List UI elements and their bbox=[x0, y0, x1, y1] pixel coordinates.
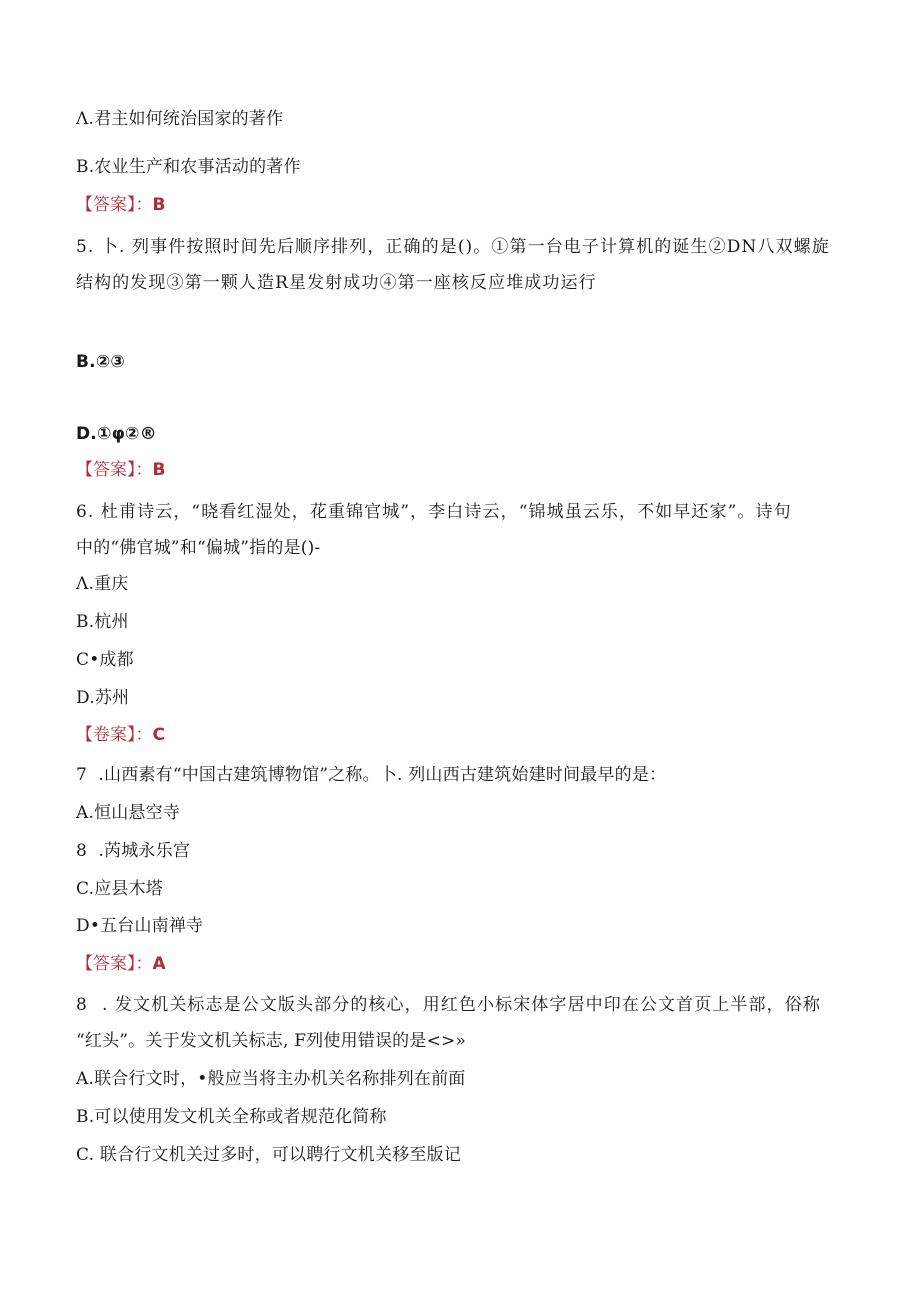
answer-label: 【答案】： bbox=[76, 954, 153, 974]
answer-q7 bbox=[76, 952, 166, 976]
answer-value: B bbox=[152, 195, 166, 215]
option-a-q7: A.恒山悬空寺 bbox=[76, 803, 181, 823]
option-a-q4: Λ.君主如何统治国家的著作 bbox=[76, 109, 284, 129]
answer-q5 bbox=[76, 458, 165, 482]
answer-label: 【答案】： bbox=[76, 460, 153, 480]
question-5-line-2: 结构的发现③第一颗人造R星发射成功④第一座核反应堆成功运行 bbox=[76, 273, 597, 293]
question-5-line-1: 5. 卜. 列事件按照时间先后顺序排列，正确的是()。①第一台电子计算机的诞生②DN八双螺旋 bbox=[76, 237, 830, 257]
answer-label: 【卷案】： bbox=[76, 725, 153, 745]
option-b-q6: B.杭州 bbox=[76, 612, 129, 632]
question-7: 7 .山西素有“中国古建筑博物馆”之称。卜. 列山西古建筑始建时间最早的是： bbox=[76, 765, 667, 785]
answer-q4 bbox=[76, 193, 165, 217]
answer-q6 bbox=[76, 723, 165, 747]
answer-value: A bbox=[152, 954, 166, 974]
option-b-q7: 8 .芮城永乐宫 bbox=[76, 841, 191, 861]
question-8-line-2: “红头”。关于发文机关标志, F列使用错误的是<>» bbox=[76, 1031, 467, 1051]
option-d-q5: D.①φ②® bbox=[76, 424, 157, 444]
option-a-q8: A.联合行文时，•般应当将主办机关名称排列在前面 bbox=[76, 1069, 466, 1089]
option-c-q6: C•成都 bbox=[76, 650, 134, 670]
option-a-q6: Λ.重庆 bbox=[76, 574, 129, 594]
question-6-line-2: 中的“佛官城”和“偏城”指的是()- bbox=[76, 538, 321, 558]
question-8-line-1: 8 . 发文机关标志是公文版头部分的核心，用红色小标宋体字居中印在公文首页上半部，俗称 bbox=[76, 995, 821, 1015]
option-b-q8: B.可以使用发文机关全称或者规范化简称 bbox=[76, 1107, 387, 1127]
option-c-q7: C.应县木塔 bbox=[76, 879, 164, 899]
option-b-q5: B.②③ bbox=[76, 352, 126, 372]
option-b-q4: B.农业生产和农事活动的著作 bbox=[76, 157, 301, 177]
answer-label: 【答案】： bbox=[76, 195, 153, 215]
option-d-q7: D•五台山南禅寺 bbox=[76, 916, 204, 936]
answer-value: B bbox=[152, 460, 166, 480]
answer-value: C bbox=[152, 725, 165, 745]
option-d-q6: D.苏州 bbox=[76, 688, 130, 708]
question-6-line-1: 6. 杜甫诗云，“晓看红湿处，花重锦官城”，李白诗云，“锦城虽云乐，不如早还家”。诗句 bbox=[76, 502, 792, 522]
option-c-q8: C. 联合行文机关过多时，可以聘行文机关移至版记 bbox=[76, 1145, 462, 1165]
